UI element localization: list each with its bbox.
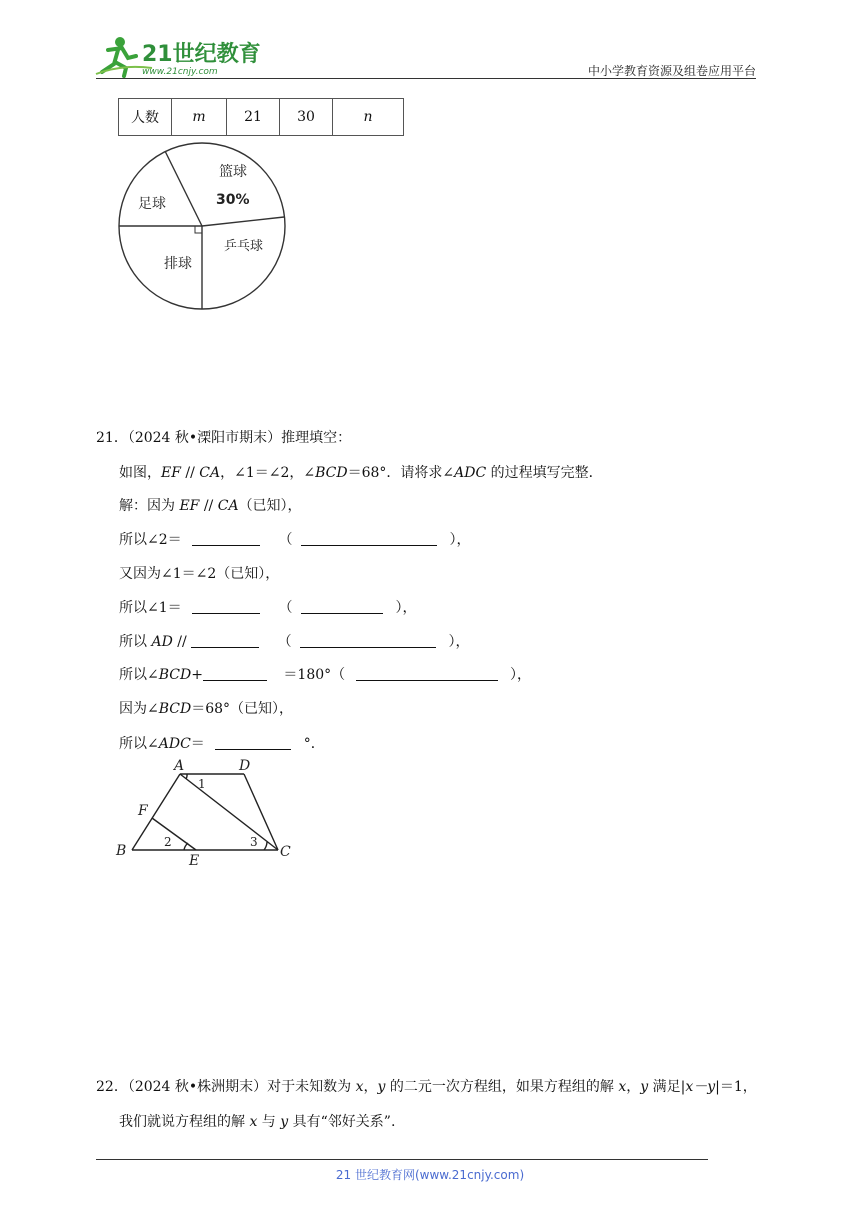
answer-blank[interactable]: [192, 531, 260, 546]
pie-label-football: 足球: [138, 196, 166, 212]
answer-blank[interactable]: [203, 666, 267, 681]
point-label-a: A: [174, 758, 185, 774]
logo-url: www.21cnjy.com: [142, 67, 218, 77]
logo-text: 21世纪教育: [142, 42, 261, 67]
point-label-c: C: [280, 844, 291, 860]
footer-divider: [96, 1159, 708, 1160]
angle-label-3: 3: [250, 835, 258, 849]
site-logo: [92, 34, 262, 80]
pie-divider: [165, 151, 202, 226]
pie-label-basketball-pct: 30%: [216, 192, 250, 208]
table-cell: m: [172, 99, 227, 136]
q21-step-3: 又因为∠1＝∠2（已知），: [119, 566, 280, 582]
q21-step-5: 所以 AD // （ ），: [119, 634, 470, 650]
q21-step-6: 所以∠BCD+ ＝180°（ ），: [119, 667, 532, 683]
angle-arc-1: [186, 774, 187, 779]
table-cell: n: [333, 99, 404, 136]
q21-step-7: 因为∠BCD＝68°（已知），: [119, 701, 294, 717]
table-cell: 21: [227, 99, 280, 136]
answer-blank[interactable]: [191, 633, 259, 648]
answer-blank[interactable]: [300, 633, 436, 648]
point-label-b: B: [116, 843, 127, 859]
q21-intro: 如图，EF // CA，∠1＝∠2，∠BCD＝68°．请将求∠ADC 的过程填写完整．: [119, 465, 603, 481]
table-cell: 30: [280, 99, 333, 136]
pie-chart: [116, 140, 292, 312]
q21-step-2: 所以∠2＝ （ ），: [119, 532, 471, 548]
q22-line-1: 22．（2024 秋•株洲期末）对于未知数为 x，y 的二元一次方程组，如果方程组的解 x，y 满足|x－y|＝1，: [96, 1079, 757, 1095]
point-label-e: E: [189, 853, 200, 869]
segment-ac: [180, 774, 278, 850]
point-label-d: D: [239, 758, 251, 774]
pie-label-basketball: 篮球: [219, 164, 247, 180]
pie-divider: [202, 217, 284, 226]
right-angle-mark: [195, 226, 202, 233]
answer-blank[interactable]: [356, 666, 498, 681]
point-label-f: F: [138, 803, 148, 819]
count-table: [118, 98, 404, 136]
q21-step-8: 所以∠ADC＝ °．: [119, 736, 325, 752]
footer-link[interactable]: 21 世纪教育网(www.21cnjy.com): [335, 1168, 525, 1182]
q21-title: 21．（2024 秋•溧阳市期末）推理填空：: [96, 430, 352, 446]
angle-label-1: 1: [198, 777, 206, 791]
q21-step-4: 所以∠1＝ （ ），: [119, 600, 417, 616]
answer-blank[interactable]: [215, 735, 291, 750]
answer-blank[interactable]: [192, 599, 260, 614]
angle-arc-3: [264, 842, 267, 850]
q22-line-2: 我们就说方程组的解 x 与 y 具有“邻好关系”.: [119, 1114, 396, 1130]
answer-blank[interactable]: [301, 599, 383, 614]
header-divider: [96, 78, 756, 79]
q21-step-1: 解：因为 EF // CA（已知），: [119, 498, 302, 514]
table-row: [119, 99, 404, 136]
answer-blank[interactable]: [301, 531, 437, 546]
table-cell: 人数: [119, 99, 172, 136]
angle-arc-2: [184, 843, 188, 850]
pie-label-pingpong: 乒乓球: [224, 239, 264, 254]
angle-label-2: 2: [164, 835, 172, 849]
pie-label-volleyball: 排球: [164, 256, 192, 272]
segment-fe: [152, 818, 196, 850]
trapezoid-figure: [114, 754, 304, 870]
header-platform-text: 中小学教育资源及组卷应用平台: [587, 64, 756, 78]
